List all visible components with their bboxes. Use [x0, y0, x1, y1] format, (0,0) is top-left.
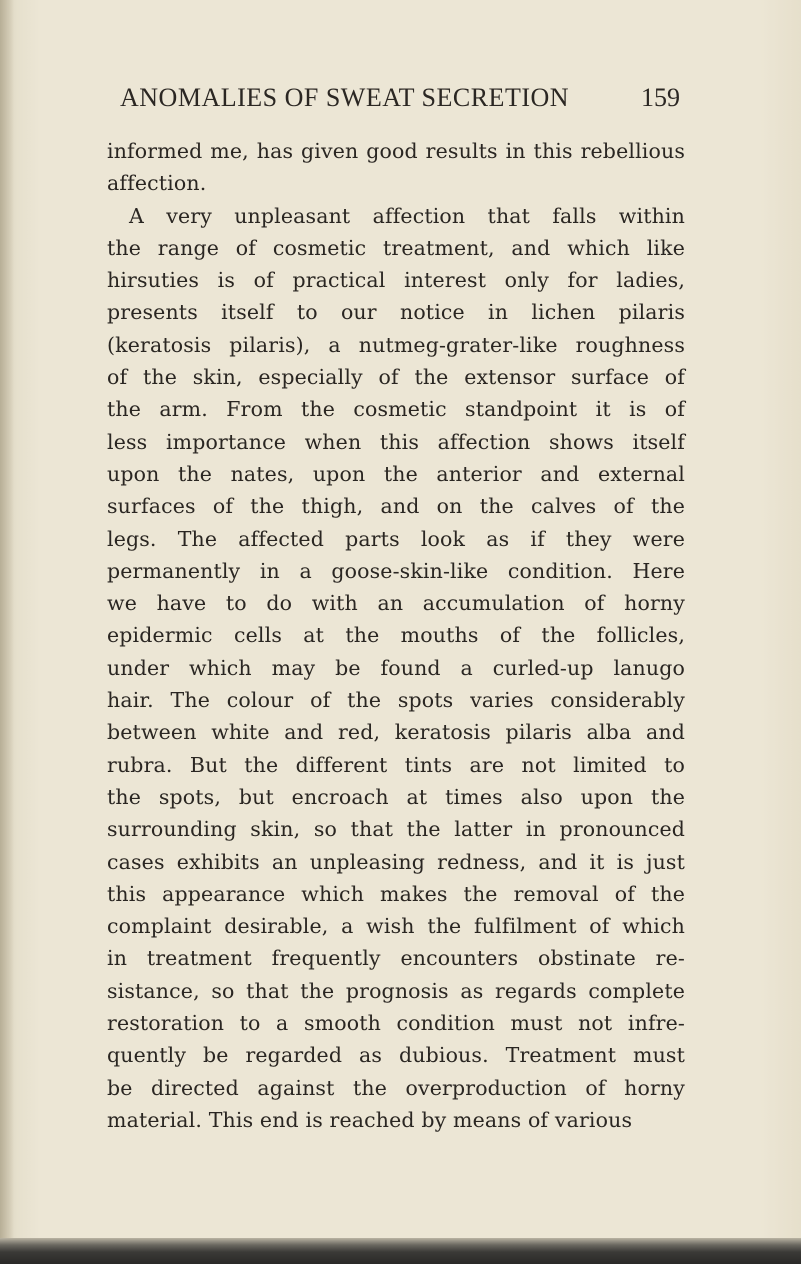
text-line: less importance when this affection shows itself [107, 429, 685, 454]
text-line: cases exhibits an unpleasing redness, and it is just [107, 849, 685, 874]
text-line: rubra. But the different tints are not limited to [107, 752, 685, 777]
text-line: upon the nates, upon the anterior and external [107, 461, 685, 486]
text-line: (keratosis pilaris), a nutmeg-grater-like roughness [107, 332, 685, 357]
text-line: permanently in a goose-skin-like condition. Here [107, 558, 685, 583]
binding-shadow [0, 0, 14, 1264]
text-line: complaint desirable, a wish the fulfilment of which [107, 914, 685, 939]
text-line: material. This end is reached by means of various [107, 1107, 633, 1132]
text-line: between white and red, keratosis pilaris alba and [107, 720, 685, 745]
running-header [120, 83, 680, 119]
text-line: sistance, so that the prognosis as regards complete [107, 978, 685, 1003]
text-line: hirsuties is of practical interest only for ladies, [107, 268, 685, 293]
text-line: in treatment frequently encounters obstinate re- [107, 946, 685, 971]
text-line: legs. The affected parts look as if they were [107, 526, 685, 551]
text-line: hair. The colour of the spots varies considerably [107, 688, 685, 713]
text-line: epidermic cells at the mouths of the follicles, [107, 623, 685, 648]
text-line: be directed against the overproduction of horny [107, 1075, 685, 1100]
text-line: the spots, but encroach at times also upon the [107, 784, 685, 809]
text-line: of the skin, especially of the extensor surface of [107, 365, 685, 390]
text-line: informed me, has given good results in this rebellious [107, 139, 685, 163]
page-number: 159 [641, 83, 680, 112]
text-line: restoration to a smooth condition must not infre- [107, 1011, 685, 1036]
page-bottom-edge [0, 1238, 801, 1264]
text-line: surfaces of the thigh, and on the calves of the [107, 494, 685, 519]
text-line: the arm. From the cosmetic standpoint it is of [107, 397, 685, 422]
running-title: ANOMALIES OF SWEAT SECRETION [120, 83, 570, 112]
text-line: this appearance which makes the removal of the [107, 881, 685, 906]
text-line: affection. [107, 171, 207, 196]
text-line: presents itself to our notice in lichen pilaris [107, 300, 685, 325]
text-line: A very unpleasant affection that falls within [129, 203, 685, 228]
text-line: quently be regarded as dubious. Treatment must [107, 1043, 685, 1068]
text-line: under which may be found a curled-up lanugo [107, 655, 685, 680]
text-line: we have to do with an accumulation of horny [107, 591, 685, 616]
body-text [107, 135, 685, 1136]
text-line: the range of cosmetic treatment, and which like [107, 235, 685, 260]
text-line: surrounding skin, so that the latter in pronounced [107, 817, 685, 842]
